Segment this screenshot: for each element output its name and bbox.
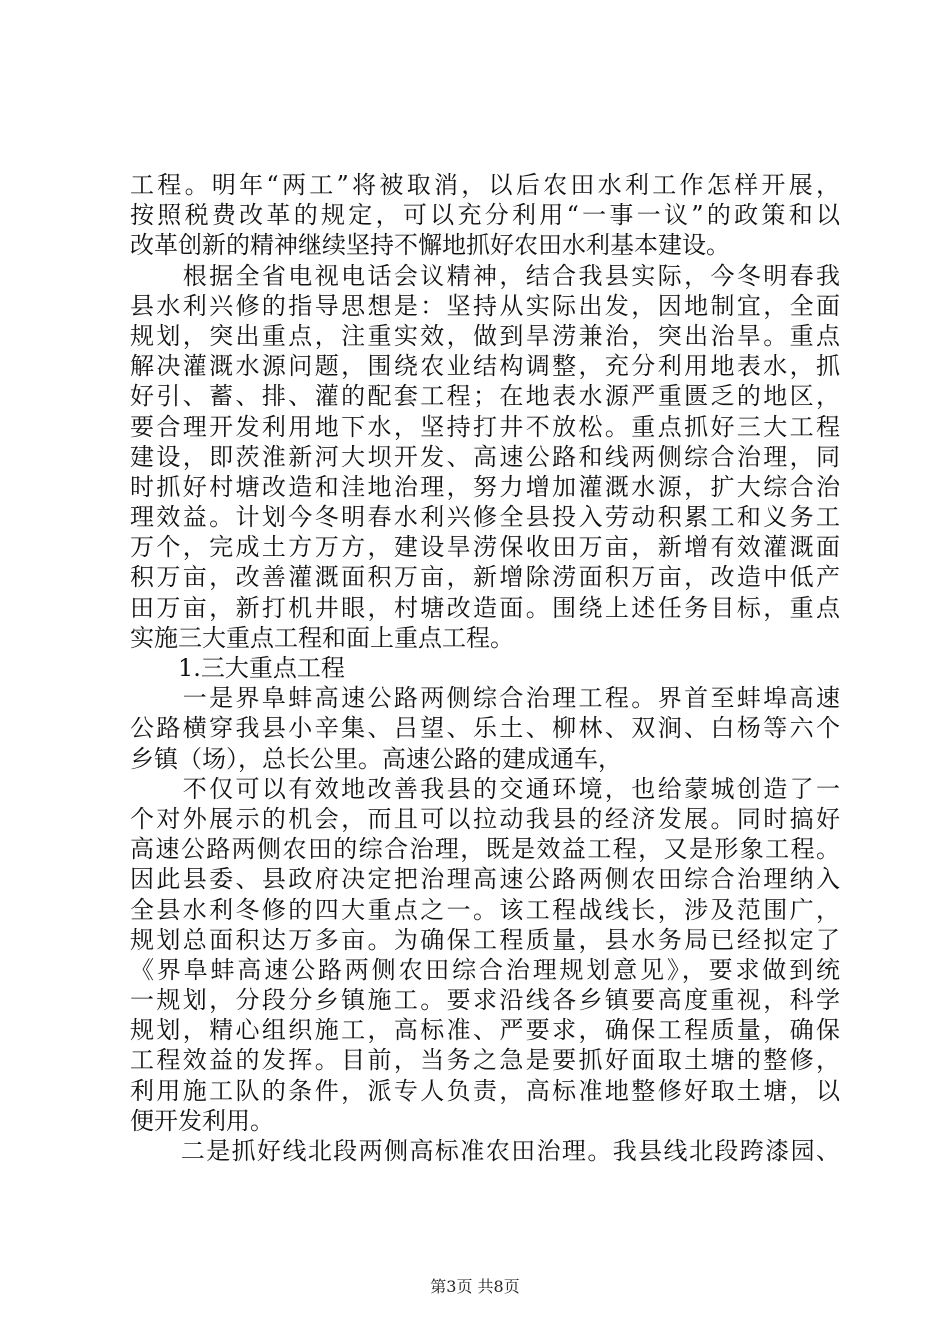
document-body <box>130 170 840 1166</box>
text-line: 个对外展示的机会，而且可以拉动我县的经济发展。同时搞好 <box>130 804 840 833</box>
text-line: 一规划，分段分乡镇施工。要求沿线各乡镇要高度重视，科学 <box>130 986 840 1015</box>
page-footer: 第3页 共8页 <box>430 1277 520 1296</box>
text-line: 规划，突出重点，注重实效，做到旱涝兼治，突出治旱。重点 <box>130 321 840 350</box>
text-line: 规划总面积达万多亩。为确保工程质量，县水务局已经拟定了 <box>130 925 840 954</box>
text-line: 利用施工队的条件，派专人负责，高标准地整修好取土塘，以 <box>130 1076 840 1105</box>
text-line: 公路横穿我县小辛集、吕望、乐土、柳林、双涧、白杨等六个 <box>130 714 840 743</box>
text-line: 因此县委、县政府决定把治理高速公路两侧农田综合治理纳入 <box>130 865 840 894</box>
text-line: 《界阜蚌高速公路两侧农田综合治理规划意见》，要求做到统 <box>130 955 840 984</box>
text-line: 不仅可以有效地改善我县的交通环境，也给蒙城创造了一 <box>130 774 840 803</box>
text-line: 田万亩，新打机井眼，村塘改造面。围绕上述任务目标，重点 <box>130 593 840 622</box>
text-line: 规划，精心组织施工，高标准、严要求，确保工程质量，确保 <box>130 1016 840 1045</box>
text-line: 理效益。计划今冬明春水利兴修全县投入劳动积累工和义务工 <box>130 503 840 532</box>
text-line: 高速公路两侧农田的综合治理，既是效益工程，又是形象工程。 <box>130 835 840 864</box>
text-line: 工程。明年“两工”将被取消，以后农田水利工作怎样开展， <box>130 171 840 199</box>
text-line: 按照税费改革的规定，可以充分利用“一事一议”的政策和以 <box>130 201 840 230</box>
text-line: 好引、蓄、排、灌的配套工程；在地表水源严重匮乏的地区， <box>130 382 840 411</box>
text-line: 实施三大重点工程和面上重点工程。 <box>130 623 514 652</box>
text-line: 工程效益的发挥。目前，当务之急是要抓好面取土塘的整修， <box>130 1046 840 1075</box>
text-line: 要合理开发利用地下水，坚持打井不放松。重点抓好三大工程 <box>130 412 840 441</box>
text-line: 改革创新的精神继续坚持不懈地抓好农田水利基本建设。 <box>130 231 730 260</box>
text-line: 乡镇（场），总长公里。高速公路的建成通车， <box>130 744 622 773</box>
text-line: 解决灌溉水源问题，围绕农业结构调整，充分利用地表水，抓 <box>130 352 840 381</box>
text-line: 积万亩，改善灌溉面积万亩，新增除涝面积万亩，改造中低产 <box>130 563 840 592</box>
text-line: 县水利兴修的指导思想是：坚持从实际出发，因地制宜，全面 <box>130 291 840 320</box>
text-line: 建设，即茨淮新河大坝开发、高速公路和线两侧综合治理，同 <box>130 442 840 471</box>
text-line: 二是抓好线北段两侧高标准农田治理。我县线北段跨漆园、 <box>130 1137 840 1165</box>
text-line: 一是界阜蚌高速公路两侧综合治理工程。界首至蚌埠高速 <box>130 684 840 713</box>
text-line: 便开发利用。 <box>130 1106 274 1135</box>
text-line: 全县水利冬修的四大重点之一。该工程战线长，涉及范围广， <box>130 895 840 924</box>
text-line: 时抓好村塘改造和洼地治理，努力增加灌溉水源，扩大综合治 <box>130 472 840 501</box>
text-line: 万个，完成土方万方，建设旱涝保收田万亩，新增有效灌溉面 <box>130 533 840 562</box>
text-line: 根据全省电视电话会议精神，结合我县实际，今冬明春我 <box>130 261 840 290</box>
text-line: 1.三大重点工程 <box>130 654 345 682</box>
